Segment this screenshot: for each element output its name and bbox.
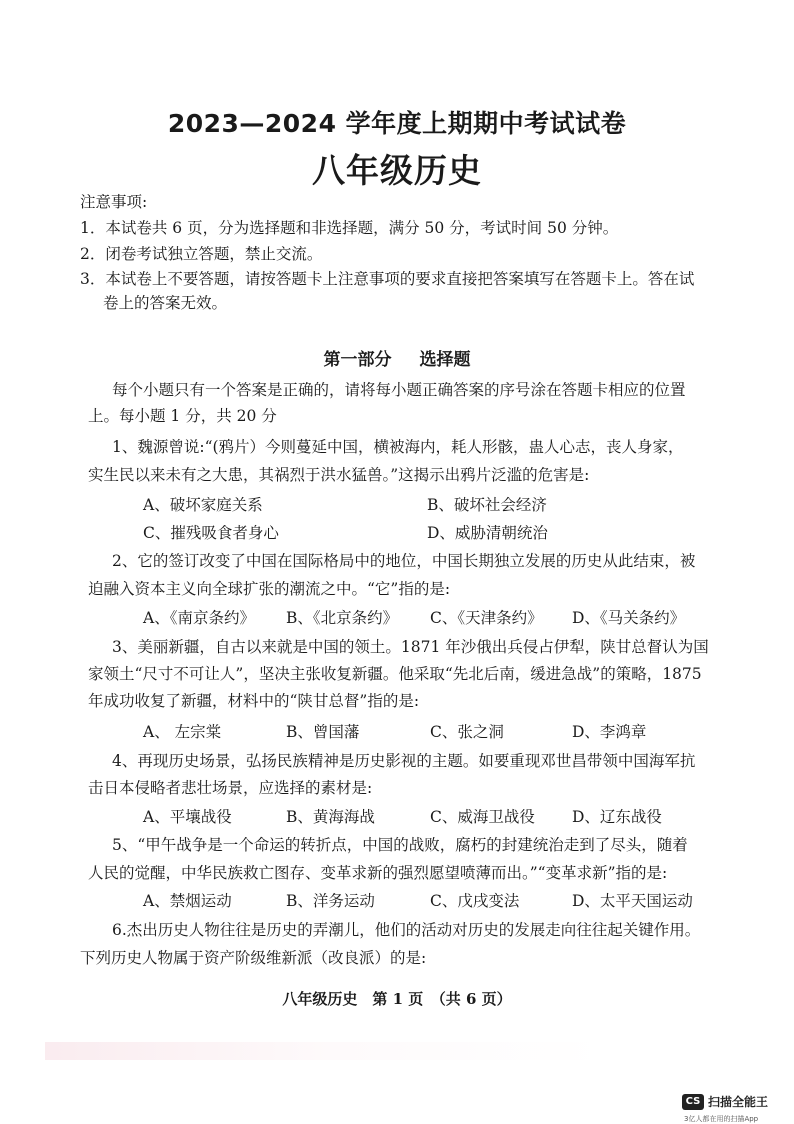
section-instruction: 上。每小题 1 分，共 20 分 xyxy=(88,407,277,425)
notice-item: 3．本试卷上不要答题，请按答题卡上注意事项的要求直接把答案填写在答题卡上。答在试 xyxy=(80,270,695,288)
option-a: A、禁烟运动 xyxy=(143,892,232,910)
question-text: 5、“甲午战争是一个命运的转折点，中国的战败，腐朽的封建统治走到了尽头，随着 xyxy=(112,836,688,854)
option-a: A、破坏家庭关系 xyxy=(143,496,263,514)
question-text: 年成功收复了新疆，材料中的“陕甘总督”指的是: xyxy=(88,692,420,710)
option-c: C、威海卫战役 xyxy=(430,808,535,826)
option-b: B、曾国藩 xyxy=(286,723,360,741)
question-text: 4、再现历史场景，弘扬民族精神是历史影视的主题。如要重现邓世昌带领中国海军抗 xyxy=(112,752,696,770)
question-text: 3、美丽新疆，自古以来就是中国的领土。1871 年沙俄出兵侵占伊犁，陕甘总督认为国 xyxy=(112,638,709,656)
question-text: 家领土“尺寸不可让人”，坚决主张收复新疆。他采取“先北后南，缓进急战”的策略，1875 xyxy=(88,665,702,683)
camscanner-logo-icon: CS xyxy=(682,1094,704,1110)
option-c: C、张之洞 xyxy=(430,723,504,741)
question-text: 人民的觉醒，中华民族救亡图存、变革求新的强烈愿望喷薄而出。”“变革求新”指的是: xyxy=(88,864,668,882)
option-a: A、《南京条约》 xyxy=(143,609,255,627)
watermark-name: 扫描全能王 xyxy=(708,1095,769,1109)
exam-title: 2023—2024 学年度上期期中考试试卷 xyxy=(167,109,627,138)
option-c: C、戊戌变法 xyxy=(430,892,520,910)
question-text: 击日本侵略者悲壮场景，应选择的素材是: xyxy=(88,779,373,797)
section-heading xyxy=(0,345,794,370)
scan-smudge xyxy=(45,1042,605,1060)
notice-item: 卷上的答案无效。 xyxy=(103,294,228,312)
notice-heading: 注意事项: xyxy=(80,193,148,211)
option-b: B、洋务运动 xyxy=(286,892,375,910)
option-a: A、 左宗棠 xyxy=(143,723,222,741)
option-c: C、《天津条约》 xyxy=(430,609,543,627)
section-name: 选择题 xyxy=(419,350,471,370)
question-text: 下列历史人物属于资产阶级维新派（改良派）的是: xyxy=(80,949,427,967)
watermark-tagline: 3亿人都在用的扫描App xyxy=(684,1115,759,1123)
option-d: D、威胁清朝统治 xyxy=(427,524,548,542)
option-d: D、李鸿章 xyxy=(572,723,647,741)
notice-item: 2．闭卷考试独立答题，禁止交流。 xyxy=(80,245,323,263)
question-text: 6.杰出历史人物往往是历史的弄潮儿，他们的活动对历史的发展走向往往起关键作用。 xyxy=(112,921,701,939)
page-footer: 八年级历史 第 1 页 （共 6 页） xyxy=(282,990,512,1008)
option-d: D、《马关条约》 xyxy=(572,609,686,627)
option-b: B、黄海海战 xyxy=(286,808,375,826)
option-d: D、太平天国运动 xyxy=(572,892,693,910)
option-d: D、辽东战役 xyxy=(572,808,662,826)
option-a: A、平壤战役 xyxy=(143,808,232,826)
option-b: B、《北京条约》 xyxy=(286,609,399,627)
option-b: B、破坏社会经济 xyxy=(427,496,547,514)
question-text: 2、它的签订改变了中国在国际格局中的地位，中国长期独立发展的历史从此结束，被 xyxy=(112,552,696,570)
notice-item: 1．本试卷共 6 页，分为选择题和非选择题，满分 50 分，考试时间 50 分钟。 xyxy=(80,219,619,237)
option-c: C、摧残吸食者身心 xyxy=(143,524,279,542)
question-text: 迫融入资本主义向全球扩张的潮流之中。“它”指的是: xyxy=(88,580,451,598)
question-text: 1、魏源曾说:“(鸦片）今则蔓延中国，横被海内，耗人形骸，蛊人心志，丧人身家， xyxy=(112,438,684,456)
section-instruction: 每个小题只有一个答案是正确的，请将每小题正确答案的序号涂在答题卡相应的位置 xyxy=(112,381,686,399)
section-part: 第一部分 xyxy=(323,350,392,370)
subject-title: 八年级历史 xyxy=(312,151,482,190)
question-text: 实生民以来未有之大患，其祸烈于洪水猛兽。”这揭示出鸦片泛滥的危害是: xyxy=(88,466,590,484)
